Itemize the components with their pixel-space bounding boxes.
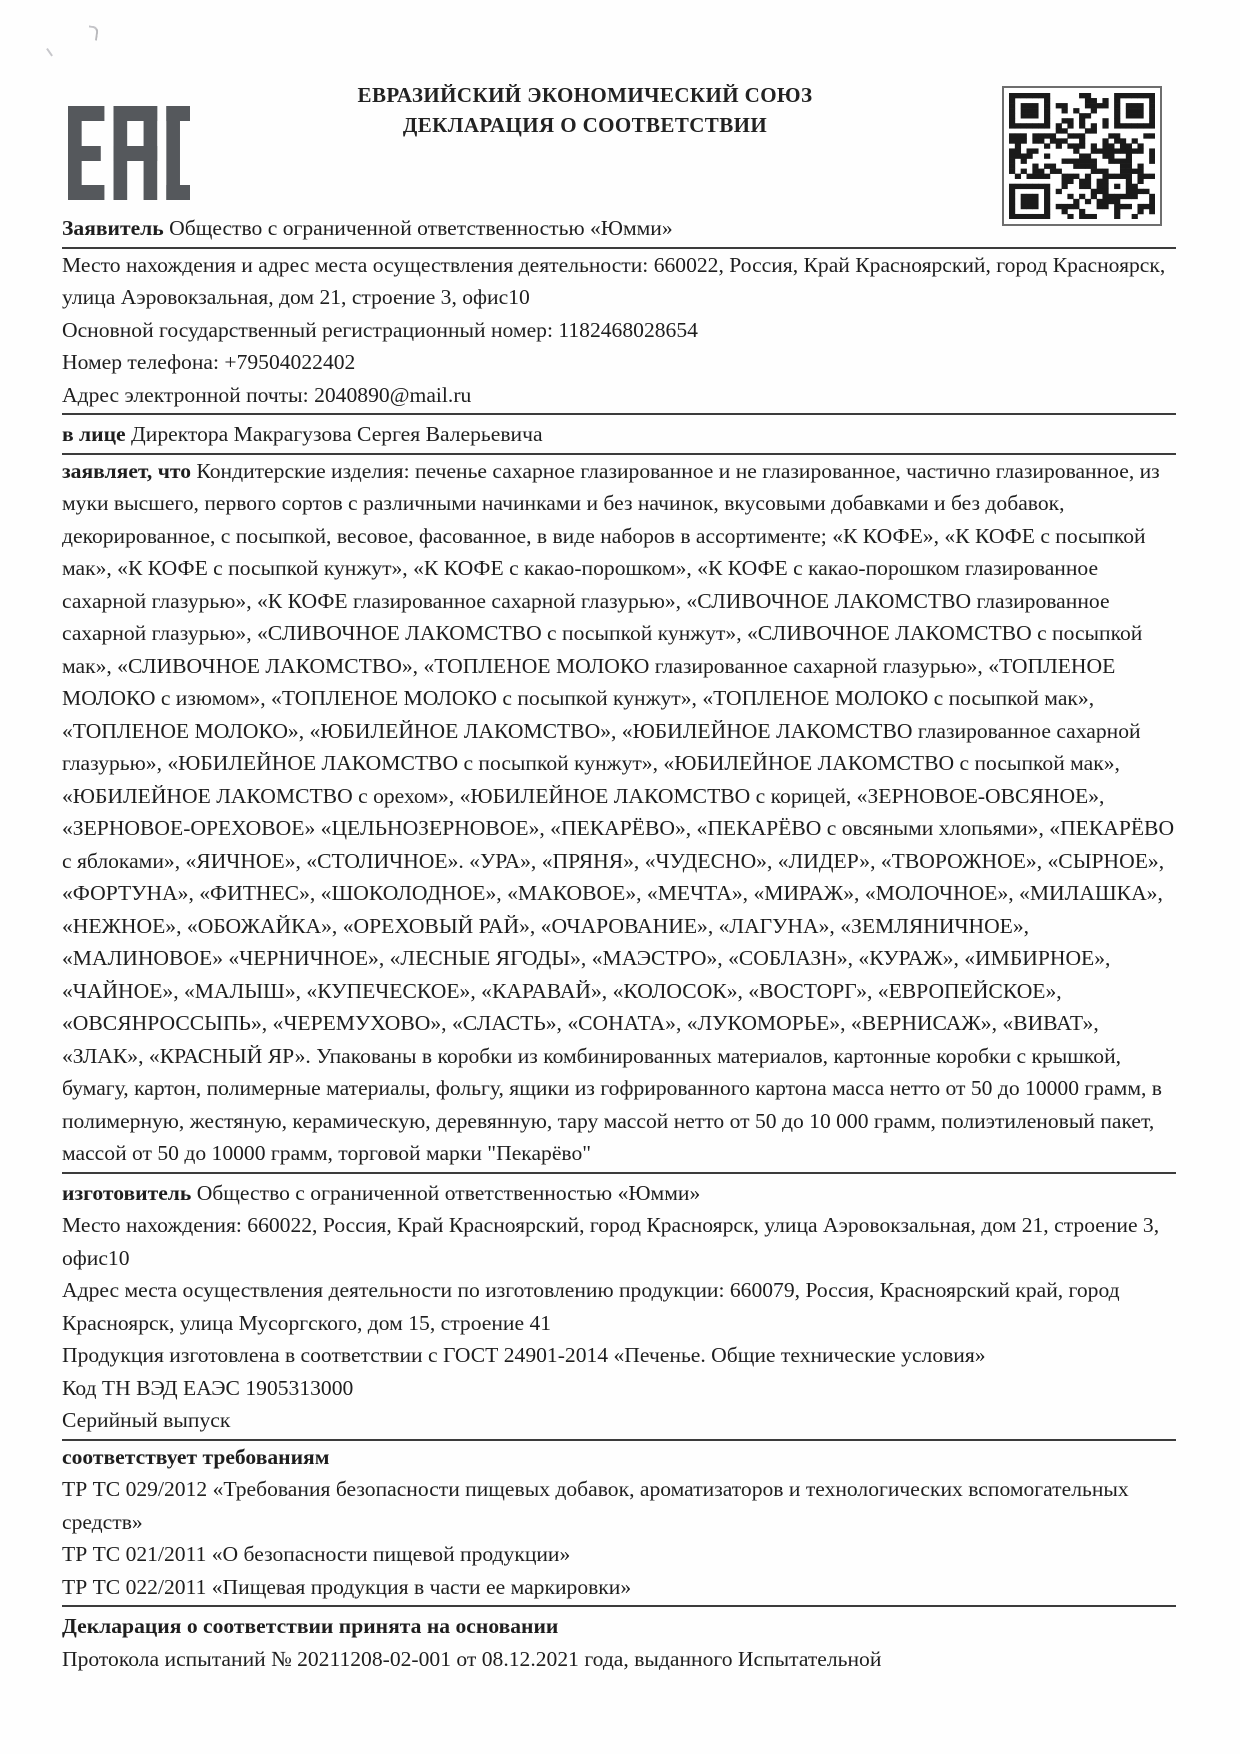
- manufacturer-line: [62, 1177, 1176, 1210]
- regulation-item: ТР ТС 029/2012 «Требования безопасности пищевых добавок, ароматизаторов и технологических вспомогательных средств»: [62, 1477, 1129, 1534]
- regulations-list: [62, 1473, 1176, 1607]
- manufacturer-address: Место нахождения: 660022, Россия, Край Красноярский, город Красноярск, улица Аэровокзальная, дом 21, строение 3, офис10: [62, 1213, 1160, 1270]
- product-text: Кондитерские изделия: печенье сахарное глазированное и не глазированное, частично глазированное, из муки высшего, первого сортов с различными начинками и без начинок, вкусовыми добавками и без добавок, декорированное, с посыпкой, весовое, фасованное, в виде наборов в ассортименте; «К КОФЕ», «К КОФЕ с посыпкой мак», «К КОФЕ с посыпкой кунжут», «К КОФЕ с какао-порошком», «К КОФЕ с какао-порошком глазированное сахарной глазурью», «К КОФЕ глазированное сахарной глазурью», «СЛИВОЧНОЕ ЛАКОМСТВО глазированное сахарной глазурью», «СЛИВОЧНОЕ ЛАКОМСТВО с посыпкой кунжут», «СЛИВОЧНОЕ ЛАКОМСТВО с посыпкой мак», «СЛИВОЧНОЕ ЛАКОМСТВО», «ТОПЛЕНОЕ МОЛОКО глазированное сахарной глазурью», «ТОПЛЕНОЕ МОЛОКО с изюмом», «ТОПЛЕНОЕ МОЛОКО с посыпкой кунжут», «ТОПЛЕНОЕ МОЛОКО с посыпкой мак», «ТОПЛЕНОЕ МОЛОКО», «ЮБИЛЕЙНОЕ ЛАКОМСТВО», «ЮБИЛЕЙНОЕ ЛАКОМСТВО глазированное сахарной глазурью», «ЮБИЛЕЙНОЕ ЛАКОМСТВО с посыпкой кунжут», «ЮБИЛЕЙНОЕ ЛАКОМСТВО с посыпкой мак», «ЮБИЛЕЙНОЕ ЛАКОМСТВО с орехом», «ЮБИЛЕЙНОЕ ЛАКОМСТВО с корицей, «ЗЕРНОВОЕ-ОВСЯНОЕ», «ЗЕРНОВОЕ-ОРЕХОВОЕ» «ЦЕЛЬНОЗЕРНОВОЕ», «ПЕКАРЁВО», «ПЕКАРЁВО с овсяными хлопьями», «ПЕКАРЁВО с яблоками», «ЯИЧНОЕ», «СТОЛИЧНОЕ». «УРА», «ПРЯНЯ», «ЧУДЕСНО», «ЛИДЕР», «ТВОРОЖНОЕ», «СЫРНОЕ», «ФОРТУНА», «ФИТНЕС», «ШОКОЛОДНОЕ», «МАКОВОЕ», «МЕЧТА», «МИРАЖ», «МОЛОЧНОЕ», «МИЛАШКА», «НЕЖНОЕ», «ОБОЖАЙКА», «ОРЕХОВЫЙ РАЙ», «ОЧАРОВАНИЕ», «ЛАГУНА», «ЗЕМЛЯНИЧНОЕ», «МАЛИНОВОЕ» «ЧЕРНИЧНОЕ», «ЛЕСНЫЕ ЯГОДЫ», «МАЭСТРО», «СОБЛАЗН», «КУРАЖ», «ИМБИРНОЕ», «ЧАЙНОЕ», «МАЛЫШ», «КУПЕЧЕСКОЕ», «КАРАВАЙ», «КОЛОСОК», «ВОСТОРГ», «ЕВРОПЕЙСКОЕ», «ОВСЯНРОССЫПЬ», «ЧЕРЕМУХОВО», «СЛАСТЬ», «СОНАТА», «ЛУКОМОРЬЕ», «ВЕРНИСАЖ», «ВИВАТ», «ЗЛАК», «КРАСНЫЙ ЯР». Упакованы в коробки из комбинированных материалов, картонные коробки с крышкой, бумагу, картон, полимерные материалы, фольгу, ящики из гофрированного картона масса нетто от 50 до 10000 грамм, в полимерную, жестяную, керамическую, деревянную, тару массой нетто от 50 до 10 000 грамм, полиэтиленовый пакет, массой от 50 до 10000 грамм, торговой марки "Пекарёво": [62, 458, 1175, 1165]
- doc-type-title: ДЕКЛАРАЦИЯ О СООТВЕТСТВИИ: [402, 113, 768, 137]
- applicant-details: [62, 249, 1176, 416]
- applicant-name: Общество с ограниченной ответственностью «Юмми»: [163, 216, 673, 240]
- basis-section: [62, 1610, 1176, 1675]
- manufacturer-tnved: Код ТН ВЭД ЕАЭС 1905313000: [62, 1375, 354, 1400]
- applicant-ogrn: Основной государственный регистрационный номер: 1182468028654: [62, 317, 698, 342]
- compliance-section: [62, 1441, 1176, 1608]
- applicant-address: Место нахождения и адрес места осуществления деятельности: 660022, Россия, Край Красноярский, город Красноярск, улица Аэровокзальная, дом 21, строение 3, офис10: [62, 252, 1166, 309]
- applicant-phone: Номер телефона: +79504022402: [62, 350, 356, 374]
- serial-issue: Серийный выпуск: [62, 1404, 1176, 1441]
- applicant-label: Заявитель: [62, 216, 164, 240]
- regulation-item: ТР ТС 022/2011 «Пищевая продукция в части ее маркировки»: [62, 1574, 632, 1599]
- manufacturer-section: [62, 1177, 1176, 1441]
- person-name: Директора Макрагузова Сергея Валерьевича: [125, 422, 543, 446]
- basis-text: Протокола испытаний № 20211208-02-001 от 08.12.2021 года, выданного Испытательной: [62, 1646, 882, 1671]
- document-body: [0, 212, 1240, 1675]
- document-header: [0, 0, 1240, 212]
- regulation-item: ТР ТС 021/2011 «О безопасности пищевой продукции»: [62, 1542, 571, 1566]
- manufacturer-label: изготовитель: [62, 1180, 192, 1205]
- person-label: в лице: [62, 422, 126, 446]
- manufacturer-production-address: Адрес места осуществления деятельности по изготовлению продукции: 660079, Россия, Красноярский край, город Красноярск, улица Мусоргского, дом 15, строение 41: [62, 1278, 1120, 1335]
- applicant-email: Адрес электронной почты: 2040890@mail.ru: [62, 382, 472, 407]
- manufacturer-name: Общество с ограниченной ответственностью «Юмми»: [191, 1180, 701, 1205]
- document-titles: [70, 80, 1100, 140]
- basis-heading: Декларация о соответствии принята на основании: [62, 1614, 559, 1638]
- union-title: ЕВРАЗИЙСКИЙ ЭКОНОМИЧЕСКИЙ СОЮЗ: [357, 83, 813, 107]
- compliance-heading: соответствует требованиям: [62, 1444, 330, 1469]
- product-paragraph: [62, 455, 1176, 1170]
- applicant-person-line: [62, 418, 1176, 455]
- declares-label: заявляет, что: [62, 458, 191, 483]
- product-declaration: [62, 455, 1176, 1174]
- qr-code: [1002, 86, 1162, 226]
- manufacturer-gost: Продукция изготовлена в соответствии с ГОСТ 24901-2014 «Печенье. Общие технические условия»: [62, 1343, 986, 1367]
